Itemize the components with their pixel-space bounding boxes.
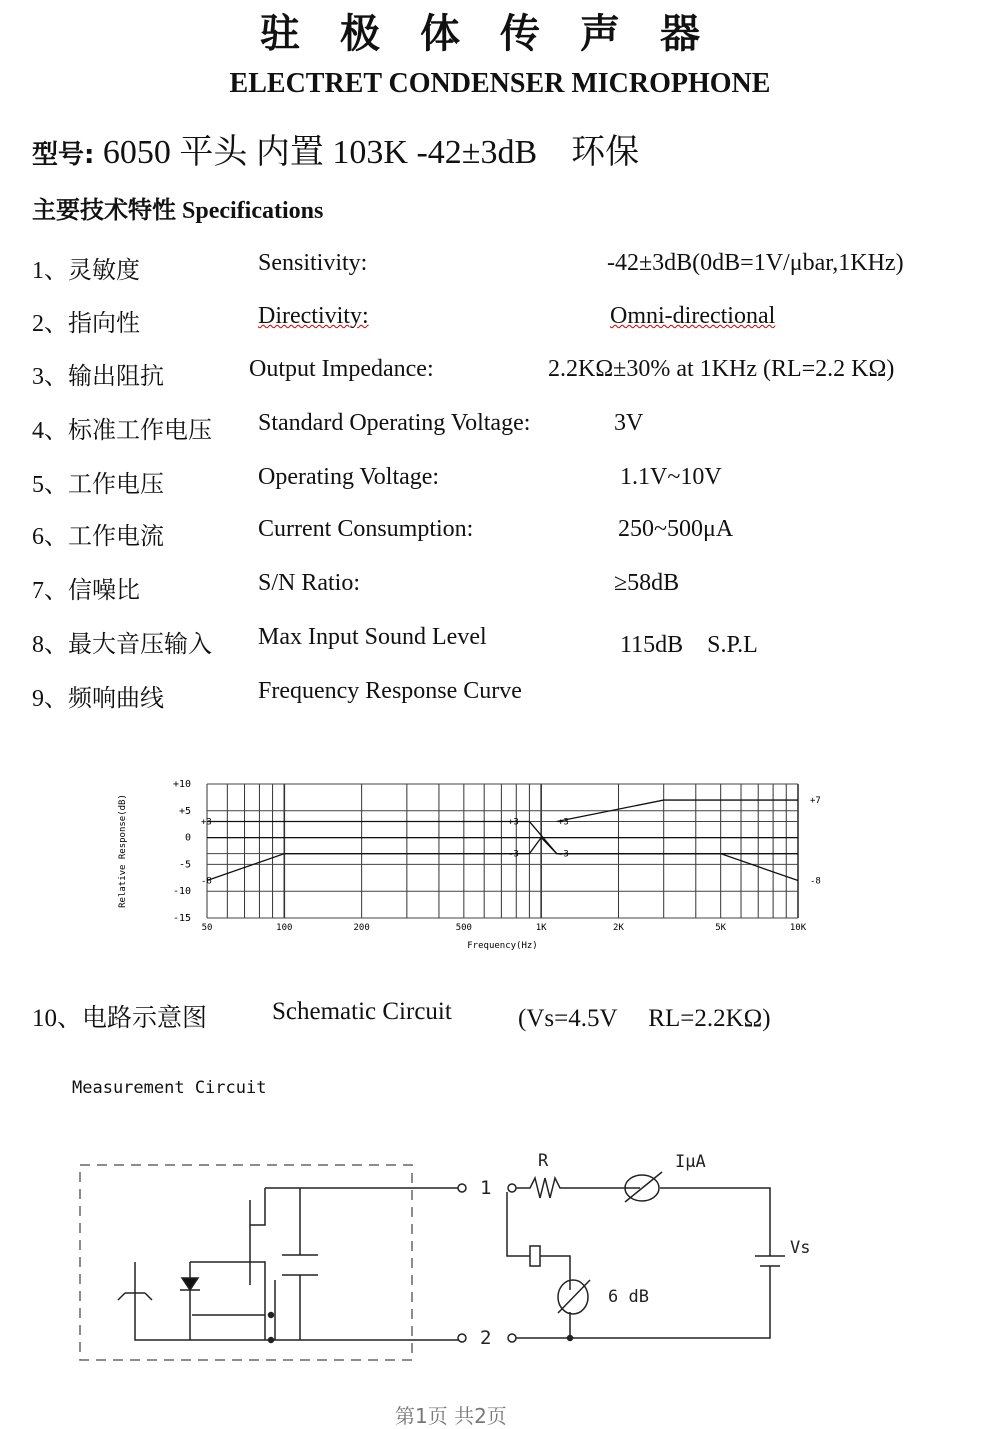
spec-label-en: Output Impedance: — [249, 356, 434, 382]
model-line — [32, 124, 639, 173]
label-current: IμA — [675, 1152, 706, 1172]
label-vs: Vs — [790, 1238, 811, 1258]
spec-label-cn: 6、工作电流 — [32, 524, 164, 550]
spec-value: ≥58dB — [614, 570, 680, 596]
spec-row — [0, 464, 1000, 504]
measurement-circuit-diagram — [60, 1140, 840, 1370]
spec-label-cn: 2、指向性 — [32, 311, 140, 337]
chart-annotation: +3 — [201, 817, 212, 828]
title-cn: 驻极体传声器 — [260, 11, 740, 57]
spec-value: 1.1V~10V — [620, 464, 722, 490]
spec-value: 2.2KΩ±30% at 1KHz (RL=2.2 KΩ) — [548, 356, 895, 382]
y-tick-label: +5 — [178, 805, 191, 817]
spec-label-cn: 7、信噪比 — [32, 578, 140, 604]
spec-label-cn: 1、灵敏度 — [32, 258, 140, 284]
capacitor-icon — [282, 1188, 318, 1340]
spec-label-en: S/N Ratio: — [258, 570, 361, 596]
x-tick-label: 2K — [613, 923, 624, 933]
series-line — [207, 838, 541, 881]
spec-value: -42±3dB(0dB=1V/μbar,1KHz) — [607, 250, 904, 276]
spec-row — [0, 678, 1000, 718]
spec-heading: 主要技术特性 Specifications — [32, 198, 324, 224]
spec-value: Omni-directional — [610, 303, 776, 329]
spec-label-cn: 9、频响曲线 — [32, 686, 164, 712]
spec-row — [0, 250, 1000, 290]
x-tick-label: 10K — [789, 923, 807, 933]
spec-label-en: Operating Voltage: — [258, 464, 440, 490]
y-tick-label: 0 — [184, 832, 191, 844]
spec-row — [0, 303, 1000, 343]
spec-row — [0, 356, 1000, 396]
test-wiring — [507, 1178, 785, 1338]
spec-label-en: Frequency Response Curve — [258, 678, 522, 704]
x-tick-label: 200 — [353, 923, 370, 933]
x-axis-label: Frequency(Hz) — [467, 941, 538, 951]
spec-row — [0, 570, 1000, 610]
schematic-params: (Vs=4.5V RL=2.2KΩ) — [518, 1005, 771, 1032]
spec-label-en: Max Input Sound Level — [258, 624, 487, 650]
y-tick-label: -5 — [178, 859, 191, 871]
y-tick-label: -15 — [172, 913, 191, 924]
fet-wiring — [135, 1188, 458, 1340]
terminal-1: 1 — [480, 1177, 492, 1199]
x-tick-label: 100 — [276, 923, 293, 933]
x-tick-label: 5K — [715, 923, 727, 933]
spec-label-en: Standard Operating Voltage: — [258, 410, 531, 436]
measurement-circuit-caption: Measurement Circuit — [72, 1078, 267, 1098]
chart-annotation: -8 — [201, 876, 212, 887]
spec-row — [0, 410, 1000, 450]
spec-value: 250~500μA — [618, 516, 734, 542]
spec-row — [0, 624, 1000, 664]
chart-annotation: -3 — [508, 849, 519, 860]
series-line — [541, 838, 798, 881]
page-footer: 第1页 共2页 — [395, 1404, 507, 1428]
model-label: 型号: — [32, 140, 95, 170]
chart-annotation: -8 — [810, 876, 821, 887]
chart-annotation: +3 — [508, 817, 519, 828]
y-tick-label: +10 — [172, 779, 191, 790]
spec-label-cn: 8、最大音压输入 — [32, 632, 212, 658]
chart-annotation: +3 — [558, 817, 569, 828]
model-value: 6050 平头 内置 103K -42±3dB 环保 — [102, 134, 640, 171]
x-tick-label: 50 — [201, 923, 213, 933]
spec-label-cn: 5、工作电压 — [32, 472, 164, 498]
schematic-title-cn: 10、电路示意图 — [32, 1005, 208, 1032]
coupling-capacitor-icon — [530, 1246, 540, 1266]
spec-value: 115dB S.P.L — [620, 632, 758, 658]
chart-annotation: +7 — [810, 796, 821, 807]
label-r: R — [538, 1151, 549, 1171]
chart-annotation: -3 — [558, 849, 569, 860]
spec-label-en: Sensitivity: — [258, 250, 368, 276]
spec-row — [0, 516, 1000, 556]
spec-label-cn: 3、输出阻抗 — [32, 364, 164, 390]
frequency-response-chart — [100, 770, 840, 960]
schematic-title-en: Schematic Circuit — [272, 998, 452, 1025]
terminal-2: 2 — [480, 1327, 492, 1349]
label-6db: 6 dB — [608, 1287, 649, 1307]
spec-label-cn: 4、标准工作电压 — [32, 418, 212, 444]
y-tick-label: -10 — [172, 886, 191, 898]
x-tick-label: 500 — [455, 923, 472, 933]
spec-value: 3V — [614, 410, 644, 436]
spec-label-en: Directivity: — [258, 303, 369, 329]
spec-label-en: Current Consumption: — [258, 516, 474, 542]
title-en: ELECTRET CONDENSER MICROPHONE — [229, 68, 771, 99]
diode-icon — [182, 1278, 198, 1290]
x-tick-label: 1K — [535, 923, 547, 933]
y-axis-label: Relative Response(dB) — [118, 794, 128, 908]
